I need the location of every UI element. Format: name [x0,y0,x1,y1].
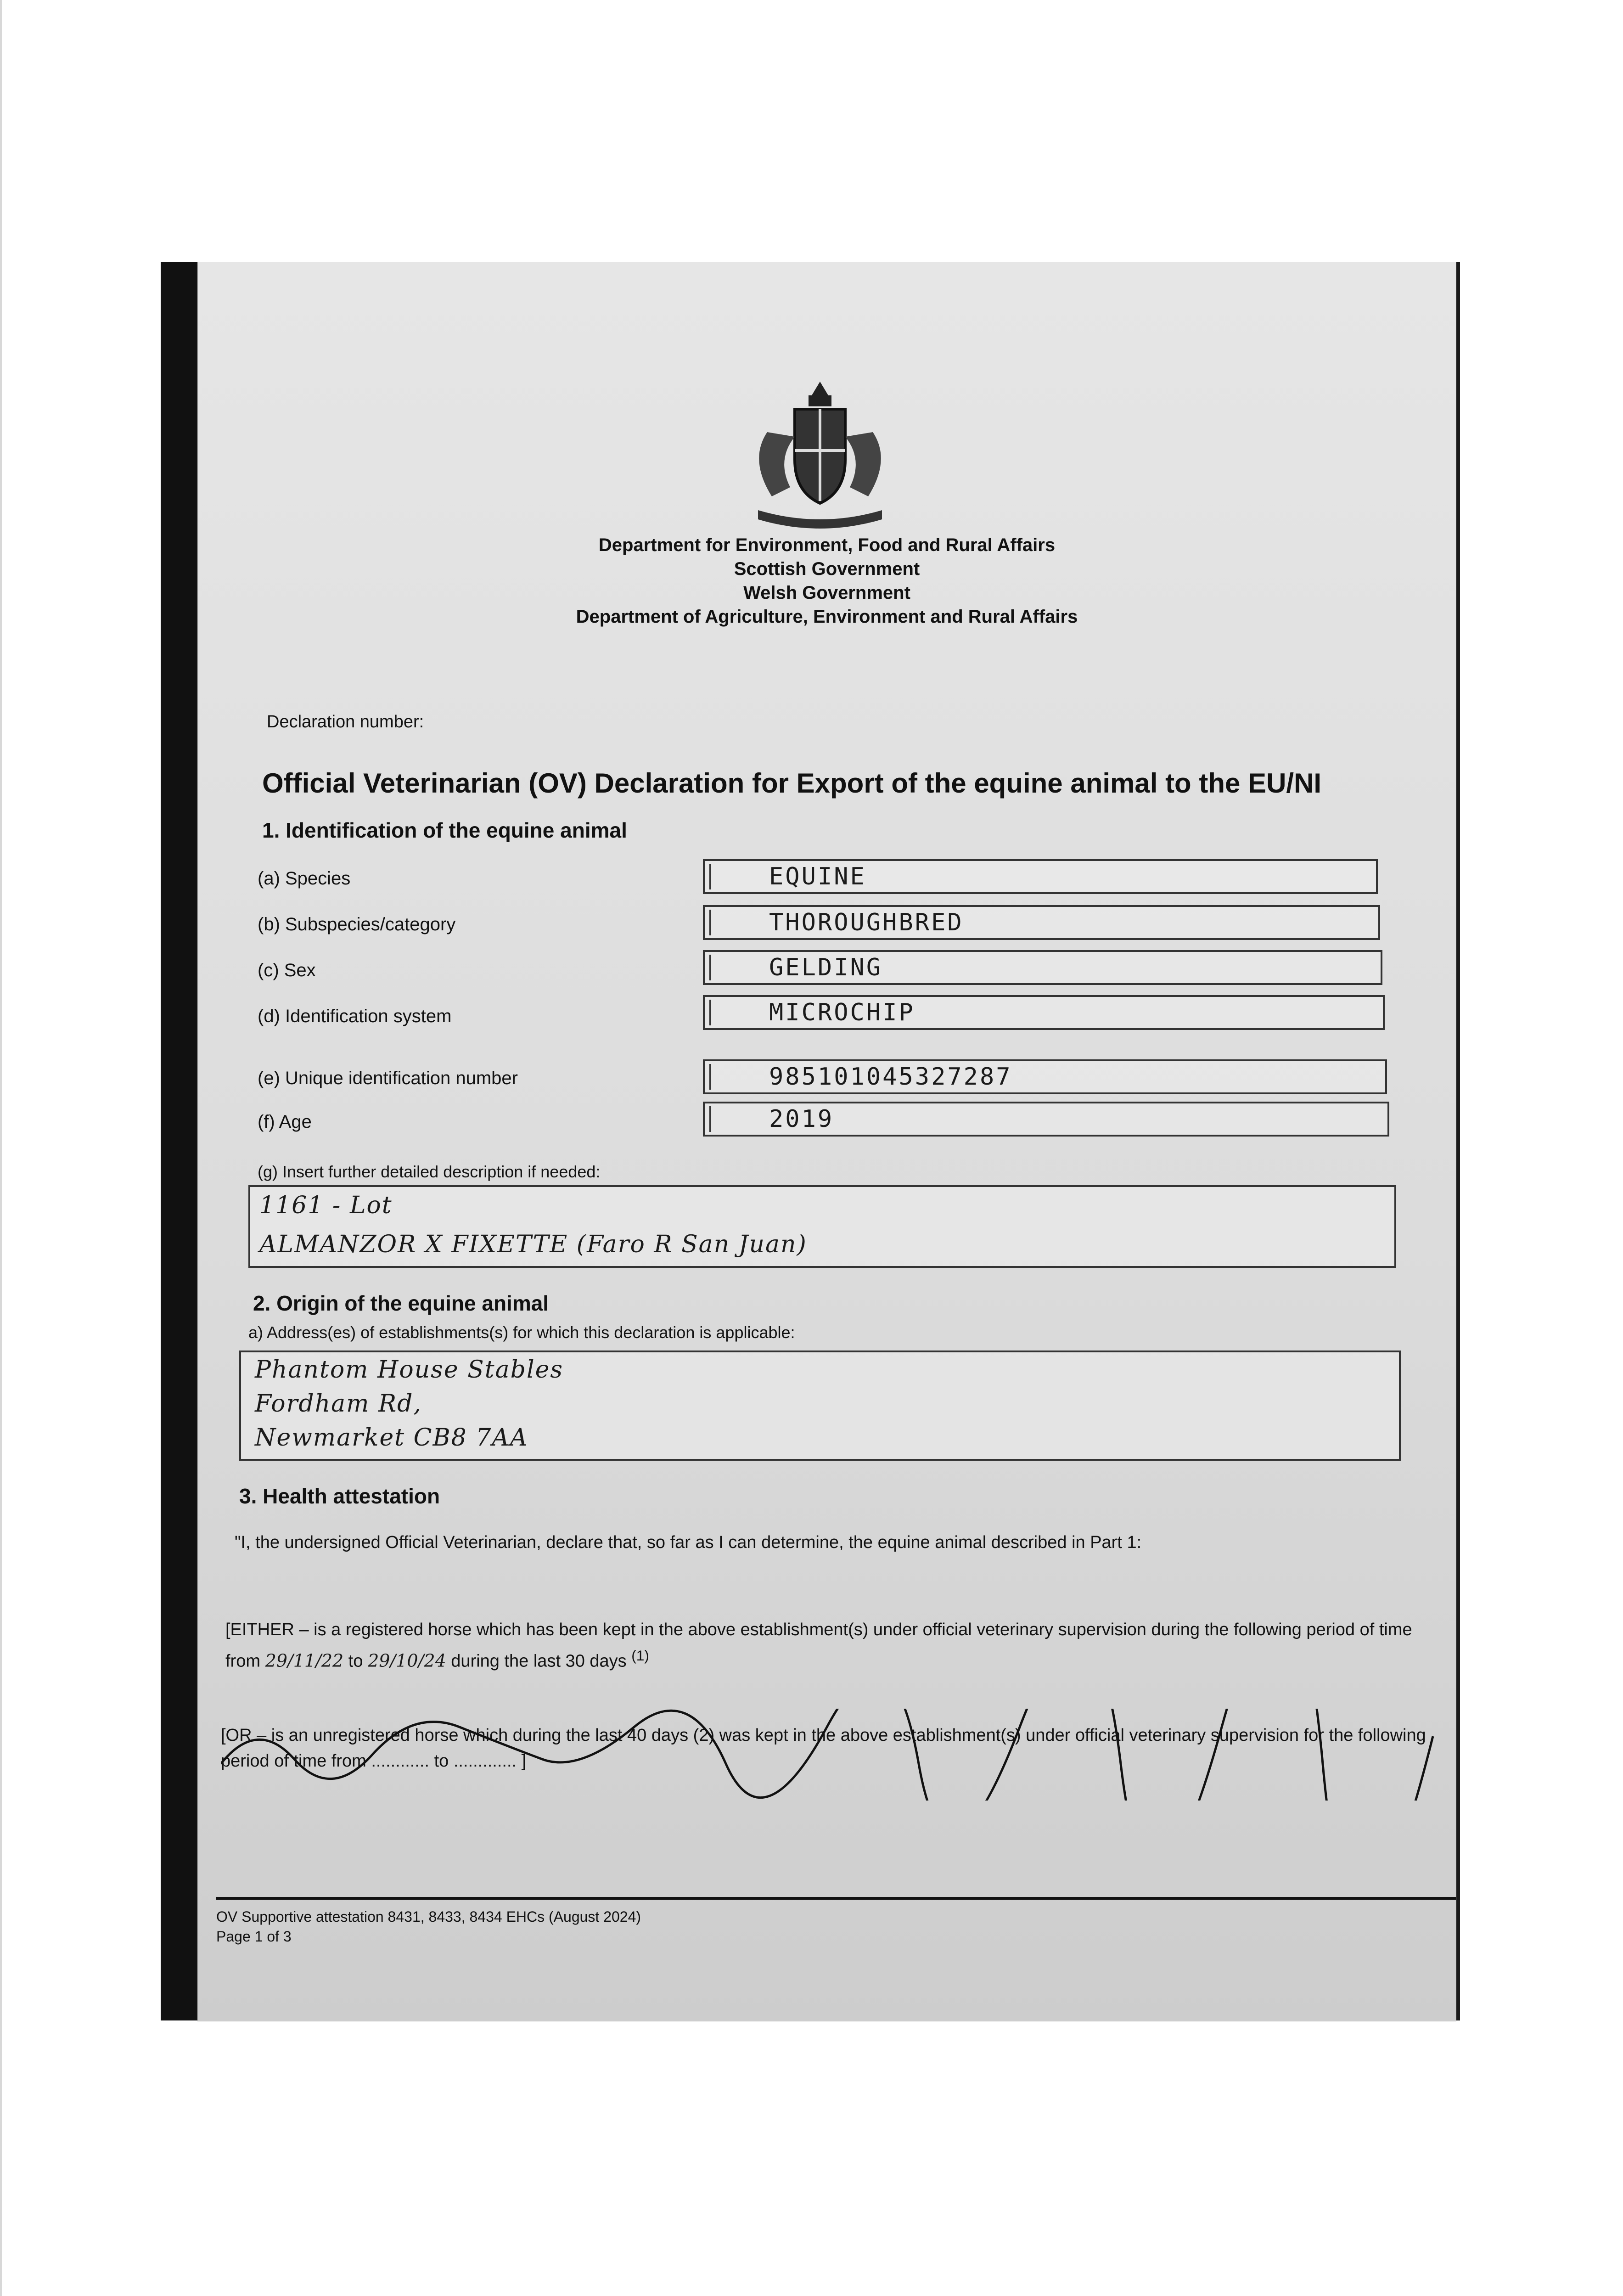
page-title: Official Veterinarian (OV) Declaration for Export of the equine animal to the EU/NI [262,768,1322,799]
species-label: (a) Species [258,868,351,889]
age-value: 2019 [769,1105,834,1133]
declaration-number-label: Declaration number: [267,712,424,732]
section3-heading: 3. Health attestation [239,1484,440,1508]
age-field [703,1102,1389,1137]
further-line-pedigree: ALMANZOR X FIXETTE (Faro R San Juan) [259,1231,807,1258]
species-field [703,859,1378,894]
royal-crest-icon [740,377,900,529]
address-line-1: Phantom House Stables [255,1356,564,1384]
either-from-date: 29/11/22 [265,1650,344,1671]
footer-rule [216,1897,1456,1900]
sex-field [703,950,1382,985]
either-to-date: 29/10/24 [368,1650,446,1671]
either-clause [225,1617,1438,1674]
footer-page-number: Page 1 of 3 [216,1928,292,1945]
age-label: (f) Age [258,1112,312,1132]
either-text-1: [EITHER – is a registered horse which has been kept in the above establishment(s) under official veterinary supervision during the following period of time from [225,1620,1412,1671]
uid-field [703,1059,1387,1094]
sex-label: (c) Sex [258,960,316,980]
uid-label: (e) Unique identification number [258,1068,518,1088]
uid-value: 985101045327287 [769,1063,1012,1091]
either-to-word: to [348,1651,363,1671]
address-line-2: Fordham Rd, [255,1390,422,1418]
further-description-label: (g) Insert further detailed description if needed: [258,1162,601,1181]
species-value: EQUINE [769,863,866,890]
either-text-2: during the last 30 days [451,1651,627,1671]
scan-edge [0,0,2,2296]
id-system-label: (d) Identification system [258,1006,452,1026]
section2-heading: 2. Origin of the equine animal [253,1291,549,1315]
address-box [239,1351,1401,1461]
either-footnote: (1) [631,1647,649,1664]
further-line-lot: 1161 - Lot [259,1192,393,1219]
id-system-value: MICROCHIP [769,999,915,1026]
footer-attestation: OV Supportive attestation 8431, 8433, 8434 EHCs (August 2024) [216,1908,641,1925]
org-line-defra: Department for Environment, Food and Rural Affairs [598,535,1056,555]
subspecies-value: THOROUGHBRED [769,909,964,936]
health-intro: "I, the undersigned Official Veterinarian, declare that, so far as I can determine, the equine animal described in Part 1: [235,1533,1142,1552]
org-line-scottish: Scottish Government [734,559,920,579]
org-line-welsh: Welsh Government [743,583,910,603]
or-clause: [OR – is an unregistered horse which during the last 40 days (2) was kept in the above establishment(s) under official veterinary supervision for the following period of time from ............ to ............. ] [221,1726,1426,1771]
strike-through-scribble [221,1709,1438,1801]
document-page [197,262,1456,2021]
address-line-3: Newmarket CB8 7AA [255,1424,528,1452]
org-line-daera: Department of Agriculture, Environment and Rural Affairs [576,607,1078,627]
subspecies-field [703,905,1380,940]
sex-value: GELDING [769,954,883,981]
subspecies-label: (b) Subspecies/category [258,914,456,934]
further-description-box [248,1185,1396,1268]
section1-heading: 1. Identification of the equine animal [262,818,627,842]
id-system-field [703,995,1385,1030]
address-label: a) Address(es) of establishments(s) for which this declaration is applicable: [248,1323,795,1342]
